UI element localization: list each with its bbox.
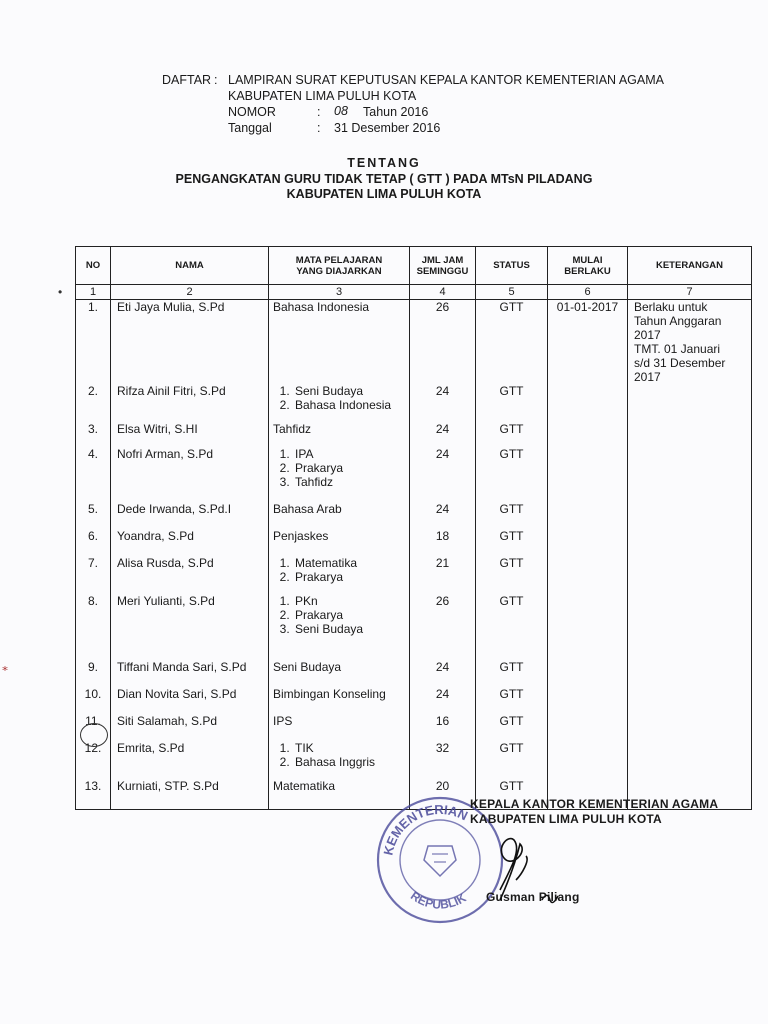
cell-status: GTT xyxy=(476,594,548,660)
cell-mata-pelajaran xyxy=(269,384,410,422)
tanggal-value: 31 Desember 2016 xyxy=(334,121,441,135)
tentang-heading: TENTANG xyxy=(347,156,421,170)
cell-status: GTT xyxy=(476,660,548,687)
table-row xyxy=(76,422,752,447)
subject-item: 2. Prakarya xyxy=(293,608,405,622)
col-header-mapel xyxy=(269,247,410,285)
cell-no: 6. xyxy=(76,529,111,556)
cell-jml-jam: 24 xyxy=(410,687,476,714)
cell-no: 2. xyxy=(76,384,111,422)
cell-mulai-berlaku xyxy=(548,594,628,660)
cell-mulai-berlaku xyxy=(548,687,628,714)
colon: : xyxy=(317,121,321,135)
cell-mulai-berlaku: 01-01-2017 xyxy=(548,300,628,385)
signature-title-2: KABUPATEN LIMA PULUH KOTA xyxy=(470,812,662,826)
column-index: 3 xyxy=(269,285,410,300)
col-header-jml xyxy=(410,247,476,285)
subject-item: 1. PKn xyxy=(293,594,405,608)
cell-nama: Dede Irwanda, S.Pd.I xyxy=(111,502,269,529)
col-header-mulai-1: MULAI xyxy=(572,254,603,266)
cell-nama: Elsa Witri, S.HI xyxy=(111,422,269,447)
subject-name: Bahasa Indonesia xyxy=(273,300,370,314)
cell-keterangan xyxy=(628,502,752,529)
cell-mulai-berlaku xyxy=(548,502,628,529)
handwritten-signature xyxy=(470,830,560,910)
cell-mulai-berlaku xyxy=(548,384,628,422)
col-header-mapel-2: YANG DIAJARKAN xyxy=(296,265,382,277)
cell-mata-pelajaran xyxy=(269,714,410,741)
table-row xyxy=(76,384,752,422)
cell-no: 7. xyxy=(76,556,111,594)
subject-name: Seni Budaya xyxy=(273,660,342,674)
svg-text:REPUBLIK xyxy=(408,889,469,912)
cell-nama: Emrita, S.Pd xyxy=(111,741,269,779)
column-index: 6 xyxy=(548,285,628,300)
nomor-label: NOMOR xyxy=(228,105,276,119)
table-row xyxy=(76,687,752,714)
column-index-row xyxy=(76,285,752,300)
cell-keterangan xyxy=(628,714,752,741)
cell-status: GTT xyxy=(476,447,548,502)
signature-block xyxy=(470,797,719,904)
column-index: 4 xyxy=(410,285,476,300)
cell-no: 13. xyxy=(76,779,111,809)
cell-no: 10. xyxy=(76,687,111,714)
row-13-circle-mark xyxy=(80,723,108,747)
col-header-mulai-2: BERLAKU xyxy=(564,265,611,277)
col-header-mulai xyxy=(548,247,628,285)
table-row xyxy=(76,447,752,502)
cell-no: 5. xyxy=(76,502,111,529)
colon: : xyxy=(317,105,321,119)
margin-dot: • xyxy=(58,285,63,299)
daftar-label: DAFTAR xyxy=(162,73,212,87)
subject-item: 2. Prakarya xyxy=(293,570,405,584)
cell-no: 4. xyxy=(76,447,111,502)
svg-text:KEMENTERIAN xyxy=(380,802,470,857)
subject-name: Bimbingan Konseling xyxy=(273,687,386,701)
cell-no: 8. xyxy=(76,594,111,660)
subject-item: 1. Seni Budaya xyxy=(293,384,405,398)
cell-jml-jam: 24 xyxy=(410,422,476,447)
subject-name: Tahfidz xyxy=(273,422,312,436)
tanggal-label: Tanggal xyxy=(228,121,272,135)
subject-item: 1. Matematika xyxy=(293,556,405,570)
table-row xyxy=(76,741,752,779)
subject-name: Matematika xyxy=(273,779,336,793)
subject-name: Penjaskes xyxy=(273,529,329,543)
signature-title-1: KEPALA KANTOR KEMENTERIAN AGAMA xyxy=(470,797,719,811)
cell-jml-jam: 26 xyxy=(410,594,476,660)
gtt-table xyxy=(75,246,752,810)
table-row xyxy=(76,594,752,660)
cell-mata-pelajaran xyxy=(269,741,410,779)
subject-item: 1. IPA xyxy=(293,447,405,461)
cell-mulai-berlaku xyxy=(548,556,628,594)
cell-mulai-berlaku xyxy=(548,529,628,556)
col-header-mapel-1: MATA PELAJARAN xyxy=(295,254,383,266)
table-row xyxy=(76,502,752,529)
cell-status: GTT xyxy=(476,502,548,529)
cell-nama: Alisa Rusda, S.Pd xyxy=(111,556,269,594)
cell-keterangan xyxy=(628,422,752,447)
cell-keterangan xyxy=(628,556,752,594)
column-index: 5 xyxy=(476,285,548,300)
cell-nama: Meri Yulianti, S.Pd xyxy=(111,594,269,660)
keterangan-line: 2017 xyxy=(634,370,661,384)
cell-nama: Nofri Arman, S.Pd xyxy=(111,447,269,502)
cell-keterangan xyxy=(628,300,752,385)
subject-item: 2. Bahasa Indonesia xyxy=(293,398,405,412)
cell-nama: Kurniati, STP. S.Pd xyxy=(111,779,269,809)
cell-mata-pelajaran xyxy=(269,660,410,687)
cell-status: GTT xyxy=(476,779,548,809)
cell-jml-jam: 24 xyxy=(410,660,476,687)
cell-jml-jam: 18 xyxy=(410,529,476,556)
subject-line-1: PENGANGKATAN GURU TIDAK TETAP ( GTT ) PADA MTsN PILADANG xyxy=(175,172,593,186)
col-header-keterangan: KETERANGAN xyxy=(628,247,752,285)
subject-item: 3. Tahfidz xyxy=(293,475,405,489)
cell-no: 3. xyxy=(76,422,111,447)
subject-item: 3. Seni Budaya xyxy=(293,622,405,636)
subject-list xyxy=(273,447,405,489)
subject-list xyxy=(273,384,405,412)
table-row xyxy=(76,300,752,385)
colon: : xyxy=(214,73,218,87)
cell-nama: Siti Salamah, S.Pd xyxy=(111,714,269,741)
cell-nama: Eti Jaya Mulia, S.Pd xyxy=(111,300,269,385)
subject-item: 2. Bahasa Inggris xyxy=(293,755,405,769)
cell-mata-pelajaran xyxy=(269,594,410,660)
subject-name: Bahasa Arab xyxy=(273,502,342,516)
cell-mulai-berlaku xyxy=(548,741,628,779)
subject-name: IPS xyxy=(273,714,293,728)
cell-nama: Tiffani Manda Sari, S.Pd xyxy=(111,660,269,687)
daftar-value-2: KABUPATEN LIMA PULUH KOTA xyxy=(228,89,417,103)
cell-mata-pelajaran xyxy=(269,529,410,556)
cell-status: GTT xyxy=(476,384,548,422)
table-body xyxy=(76,300,752,810)
table-row xyxy=(76,556,752,594)
cell-jml-jam: 21 xyxy=(410,556,476,594)
cell-mata-pelajaran xyxy=(269,687,410,714)
cell-mulai-berlaku xyxy=(548,660,628,687)
cell-no: 9. xyxy=(76,660,111,687)
daftar-value-1: LAMPIRAN SURAT KEPUTUSAN KEPALA KANTOR KEMENTERIAN AGAMA xyxy=(228,73,664,87)
col-header-status: STATUS xyxy=(476,247,548,285)
subject-line-2: KABUPATEN LIMA PULUH KOTA xyxy=(286,187,482,201)
cell-jml-jam: 26 xyxy=(410,300,476,385)
cell-keterangan xyxy=(628,447,752,502)
cell-status: GTT xyxy=(476,422,548,447)
keterangan-line: TMT. 01 Januari xyxy=(634,342,721,356)
cell-mata-pelajaran xyxy=(269,502,410,529)
stamp-text-bottom: REPUBLIK xyxy=(408,888,469,912)
cell-no: 12. xyxy=(76,741,111,779)
column-index: 7 xyxy=(628,285,752,300)
cell-keterangan xyxy=(628,660,752,687)
subject-list xyxy=(273,594,405,636)
cell-mulai-berlaku xyxy=(548,422,628,447)
cell-jml-jam: 20 xyxy=(410,779,476,809)
table-row xyxy=(76,529,752,556)
column-index: 2 xyxy=(111,285,269,300)
keterangan-line: Tahun Anggaran xyxy=(634,314,722,328)
cell-jml-jam: 24 xyxy=(410,384,476,422)
nomor-value: 08 xyxy=(334,104,348,118)
cell-nama: Rifza Ainil Fitri, S.Pd xyxy=(111,384,269,422)
cell-status: GTT xyxy=(476,300,548,385)
col-header-jml-1: JML JAM xyxy=(421,254,464,266)
cell-jml-jam: 24 xyxy=(410,447,476,502)
cell-keterangan xyxy=(628,594,752,660)
tahun-label: Tahun 2016 xyxy=(363,105,429,119)
cell-no: 1. xyxy=(76,300,111,385)
col-header-jml-2: SEMINGGU xyxy=(416,265,469,277)
signatory-name: Gusman Piliang xyxy=(486,890,580,904)
cell-no: 11. xyxy=(76,714,111,741)
subject-item: 1. TIK xyxy=(293,741,405,755)
column-index: 1 xyxy=(76,285,111,300)
cell-mata-pelajaran xyxy=(269,300,410,385)
margin-mark: ⁎ xyxy=(2,660,8,674)
table-row xyxy=(76,714,752,741)
cell-keterangan xyxy=(628,529,752,556)
keterangan-line: 2017 xyxy=(634,328,661,342)
keterangan-line: Berlaku untuk xyxy=(634,300,708,314)
cell-jml-jam: 24 xyxy=(410,502,476,529)
cell-jml-jam: 16 xyxy=(410,714,476,741)
table-header-row xyxy=(76,247,752,285)
col-header-nama: NAMA xyxy=(111,247,269,285)
subject-list xyxy=(273,741,405,769)
cell-mata-pelajaran xyxy=(269,447,410,502)
cell-status: GTT xyxy=(476,687,548,714)
cell-mata-pelajaran xyxy=(269,422,410,447)
cell-jml-jam: 32 xyxy=(410,741,476,779)
cell-mulai-berlaku xyxy=(548,447,628,502)
subject-item: 2. Prakarya xyxy=(293,461,405,475)
cell-mata-pelajaran xyxy=(269,556,410,594)
subject-list xyxy=(273,556,405,584)
cell-status: GTT xyxy=(476,529,548,556)
cell-status: GTT xyxy=(476,741,548,779)
col-header-no: NO xyxy=(76,247,111,285)
stamp-text-top: KEMENTERIAN xyxy=(380,801,471,857)
cell-keterangan xyxy=(628,384,752,422)
cell-nama: Yoandra, S.Pd xyxy=(111,529,269,556)
cell-mulai-berlaku xyxy=(548,714,628,741)
cell-status: GTT xyxy=(476,714,548,741)
table-row xyxy=(76,660,752,687)
cell-status: GTT xyxy=(476,556,548,594)
cell-keterangan xyxy=(628,687,752,714)
cell-nama: Dian Novita Sari, S.Pd xyxy=(111,687,269,714)
keterangan-line: s/d 31 Desember xyxy=(634,356,726,370)
cell-keterangan xyxy=(628,741,752,779)
